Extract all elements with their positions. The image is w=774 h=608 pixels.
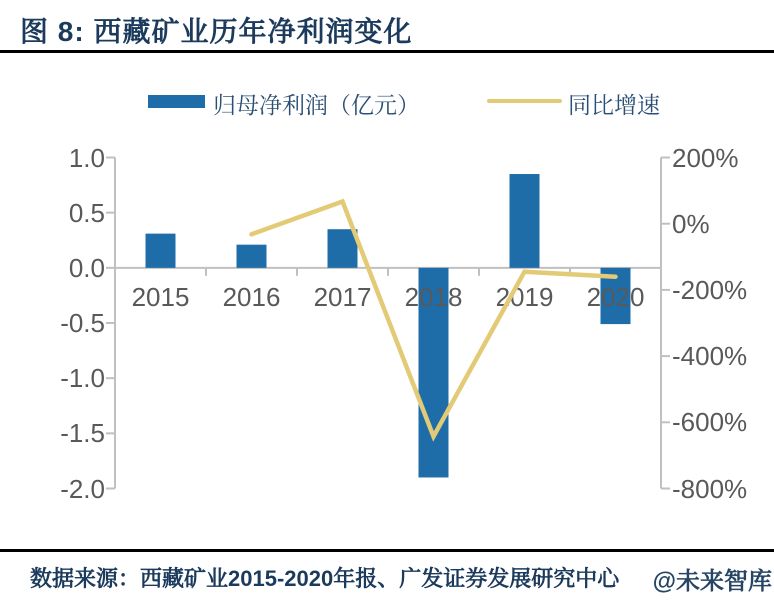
x-axis-label-2017: 2017 <box>313 282 372 312</box>
x-axis-label-2016: 2016 <box>222 282 281 312</box>
left-axis-tick-label: 1.0 <box>68 142 105 173</box>
left-axis-tick-label: -1.5 <box>60 418 105 449</box>
left-axis-tick-label: -1.0 <box>60 363 105 394</box>
left-axis-tick-label: 0.0 <box>68 252 105 283</box>
right-axis-tick-label: 0% <box>672 208 710 239</box>
right-axis-tick-label: 200% <box>672 142 739 173</box>
figure-title: 图 8: 西藏矿业历年净利润变化 <box>20 16 413 47</box>
x-axis-label-2018: 2018 <box>404 282 463 312</box>
legend-label-yoy-growth: 同比增速 <box>568 92 660 118</box>
right-axis-tick-label: -200% <box>672 274 748 305</box>
data-source: 数据来源：西藏矿业2015-2020年报、广发证券发展研究中心 <box>30 566 620 591</box>
right-axis-tick-label: -400% <box>672 341 748 372</box>
watermark: @未来智库 <box>652 568 772 595</box>
x-axis-label-2020: 2020 <box>586 282 645 312</box>
x-axis-label-2019: 2019 <box>495 282 554 312</box>
right-axis-tick-label: -800% <box>672 473 748 504</box>
left-axis-tick-label: 0.5 <box>68 197 105 228</box>
left-axis-tick-label: -2.0 <box>60 473 105 504</box>
x-axis-label-2015: 2015 <box>131 282 190 312</box>
legend-label-net-profit: 归母净利润（亿元） <box>213 92 420 118</box>
right-axis-tick-label: -600% <box>672 407 748 438</box>
yoy-line-path <box>252 202 616 437</box>
left-axis-tick-label: -0.5 <box>60 308 105 338</box>
